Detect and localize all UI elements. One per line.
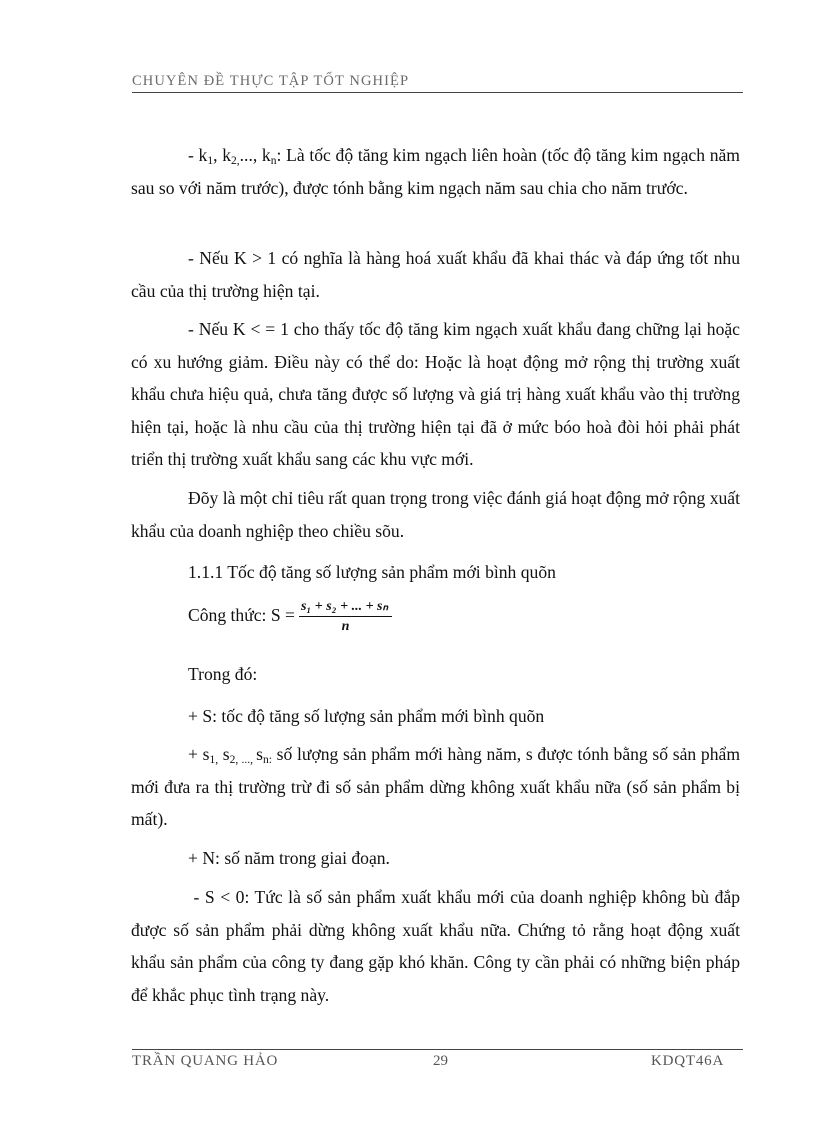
definition-si [131, 738, 740, 836]
formula-fraction [299, 598, 392, 636]
subscript: 1, [209, 754, 219, 766]
text-run: + s [188, 744, 210, 764]
text-run: số lượng sản phẩm mới hàng năm, s được tónh bằng số sản phẩm mới đưa ra thị trường trừ đi số sản phẩm dừng không xuất khẩu nữa (số sản phẩm bị mất). [131, 744, 741, 829]
formula-numerator: s₁ + s₂ + ... + sₙ [299, 598, 392, 617]
page-number: 29 [433, 1053, 448, 1069]
text-run: s [218, 744, 230, 764]
formula-denominator: n [341, 619, 350, 634]
section-heading: 1.1.1 Tốc độ tăng số lượng sản phẩm mới bình quõn [188, 562, 556, 582]
running-header: CHUYÊN ĐỀ THỰC TẬP TỐT NGHIỆP [132, 73, 743, 93]
text-run: : Là tốc độ tăng kim ngạch liên hoàn (tốc độ tăng kim ngạch năm sau so với năm trước), được tónh bằng kim ngạch năm sau chia cho năm trước. [131, 145, 740, 198]
where-label: Trong đó: [188, 664, 258, 684]
subscript: 1 [207, 155, 214, 167]
footer-divider [132, 1049, 743, 1050]
text-run: s [256, 744, 264, 764]
subscript: n [270, 155, 277, 167]
paragraph-indicator-note: Đõy là một chỉ tiêu rất quan trọng trong việc đánh giá hoạt động mở rộng xuất khẩu của doanh nghiệp theo chiều sõu. [131, 488, 740, 541]
formula-label: Công thức: S = [188, 605, 295, 626]
subscript: 2, ..., [229, 754, 257, 766]
subscript: n: [263, 754, 272, 766]
subscript: 2, [231, 155, 240, 167]
text-run: - k [188, 145, 208, 165]
paragraph-k-greater-1: - Nếu K > 1 có nghĩa là hàng hoá xuất khẩu đã khai thác và đáp ứng tốt nhu cầu của thị trường hiện tại. [131, 248, 740, 301]
definition-n: + N: số năm trong giai đoạn. [188, 848, 390, 868]
footer-class-code: KDQT46A [651, 1053, 725, 1069]
formula [188, 598, 392, 636]
paragraph-k-less-equal-1: - Nếu K < = 1 cho thấy tốc độ tăng kim ngạch xuất khẩu đang chững lại hoặc có xu hướng giảm. Điều này có thể do: Hoặc là hoạt động mở rộng thị trường xuất khẩu chưa hiệu quả, chưa tăng được số lượng và giá trị hàng xuất khẩu vào thị trường hiện tại, hoặc là nhu cầu của thị trường hiện tại đã ở mức bóo hoà đòi hỏi phải phát triển thị trường xuất khẩu sang các khu vực mới. [131, 319, 740, 469]
footer-author: TRẦN QUANG HẢO [132, 1053, 279, 1069]
text-run: ..., k [239, 145, 271, 165]
paragraph-s-less-0: - S < 0: Tức là số sản phẩm xuất khẩu mới của doanh nghiệp không bù đắp được số sản phẩm phải dừng không xuất khẩu nữa. Chứng tỏ rằng hoạt động xuất khẩu sản phẩm của công ty đang gặp khó khăn. Công ty cần phải có những biện pháp để khắc phục tình trạng này. [131, 887, 745, 1005]
definition-s: + S: tốc độ tăng số lượng sản phẩm mới bình quõn [188, 706, 545, 726]
paragraph-k-rates [131, 139, 740, 204]
text-run: , k [213, 145, 232, 165]
